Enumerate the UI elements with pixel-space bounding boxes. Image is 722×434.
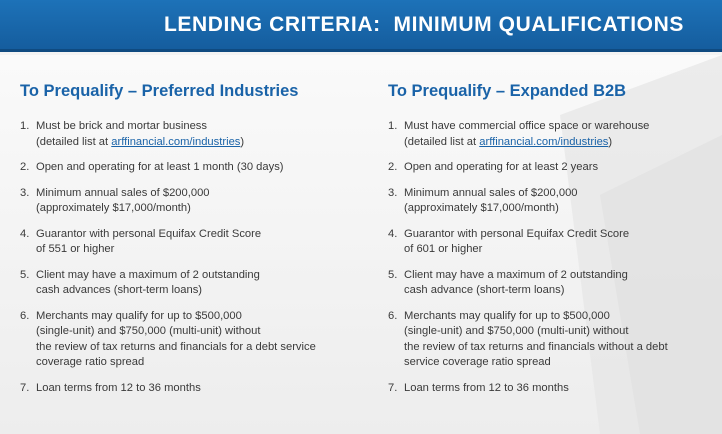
item-number: 6.	[20, 309, 30, 322]
item-text: Client may have a maximum of 2 outstanding	[36, 268, 260, 281]
list-item	[20, 227, 360, 258]
item-text: (approximately $17,000/month)	[404, 202, 559, 214]
item-text: Merchants may qualify for up to $500,000	[36, 309, 242, 322]
item-number: 4.	[20, 227, 30, 240]
list-item	[388, 268, 722, 299]
item-text: (single-unit) and $750,000 (multi-unit) without	[404, 325, 629, 337]
item-number: 2.	[20, 161, 30, 173]
item-number: 3.	[20, 186, 30, 199]
item-text: (single-unit) and $750,000 (multi-unit) without	[36, 325, 261, 337]
industries-link[interactable]: arffinancial.com/industries	[479, 135, 609, 148]
item-text: (approximately $17,000/month)	[36, 202, 191, 214]
b2b-criteria-list	[388, 119, 722, 396]
preferred-criteria-list	[20, 119, 360, 396]
item-text-suffix: )	[240, 135, 245, 148]
list-item	[20, 160, 360, 176]
page-title: LENDING CRITERIA: MINIMUM QUALIFICATIONS	[163, 13, 684, 36]
preferred-industries-heading: To Prequalify – Preferred Industries	[20, 82, 299, 100]
item-text: Must be brick and mortar business	[36, 120, 207, 132]
item-text: coverage ratio spread	[36, 356, 145, 368]
list-item	[388, 160, 722, 176]
item-text: service coverage ratio spread	[404, 356, 551, 368]
list-item	[20, 119, 360, 150]
item-number: 4.	[388, 227, 398, 240]
item-text: cash advances (short-term loans)	[36, 284, 203, 296]
list-item	[20, 268, 360, 299]
item-text: cash advance (short-term loans)	[404, 284, 565, 296]
item-text: Loan terms from 12 to 36 months	[36, 381, 201, 394]
item-number: 7.	[20, 381, 30, 394]
preferred-industries-column	[20, 82, 360, 396]
expanded-b2b-heading: To Prequalify – Expanded B2B	[388, 82, 627, 100]
item-text: of 601 or higher	[404, 243, 483, 255]
item-text: the review of tax returns and financials for a debt service	[36, 340, 316, 353]
item-text: the review of tax returns and financials without a debt	[404, 340, 668, 353]
item-text: Merchants may qualify for up to $500,000	[404, 309, 610, 322]
list-item	[388, 186, 722, 217]
item-text-prefix: (detailed list at	[36, 135, 112, 148]
list-item	[388, 309, 722, 371]
item-text: of 551 or higher	[36, 243, 115, 255]
item-text: Guarantor with personal Equifax Credit Score	[36, 227, 262, 240]
item-number: 5.	[20, 268, 30, 281]
item-text-suffix: )	[608, 135, 613, 148]
title-banner	[0, 0, 722, 52]
item-text-detail	[36, 135, 360, 151]
item-text: Guarantor with personal Equifax Credit Score	[404, 227, 630, 240]
content-area	[0, 55, 722, 434]
industries-link[interactable]: arffinancial.com/industries	[111, 135, 241, 148]
item-text-prefix: (detailed list at	[404, 135, 480, 148]
item-text: Must have commercial office space or warehouse	[404, 120, 650, 132]
item-number: 6.	[388, 309, 398, 322]
item-text: Minimum annual sales of $200,000	[36, 186, 210, 199]
list-item	[388, 227, 722, 258]
item-text: Loan terms from 12 to 36 months	[404, 381, 569, 394]
list-item	[388, 381, 722, 397]
item-number: 2.	[388, 161, 398, 173]
item-number: 7.	[388, 381, 398, 394]
item-text: Open and operating for at least 2 years	[404, 161, 599, 173]
expanded-b2b-column	[388, 82, 722, 396]
list-item	[20, 309, 360, 371]
item-number: 1.	[388, 120, 398, 132]
item-text: Minimum annual sales of $200,000	[404, 186, 578, 199]
item-number: 3.	[388, 186, 398, 199]
item-text: Open and operating for at least 1 month (30 days)	[36, 161, 284, 173]
item-number: 1.	[20, 120, 30, 132]
item-text-detail	[404, 135, 722, 151]
list-item	[20, 381, 360, 397]
list-item	[20, 186, 360, 217]
list-item	[388, 119, 722, 150]
item-number: 5.	[388, 268, 398, 281]
item-text: Client may have a maximum of 2 outstanding	[404, 268, 628, 281]
